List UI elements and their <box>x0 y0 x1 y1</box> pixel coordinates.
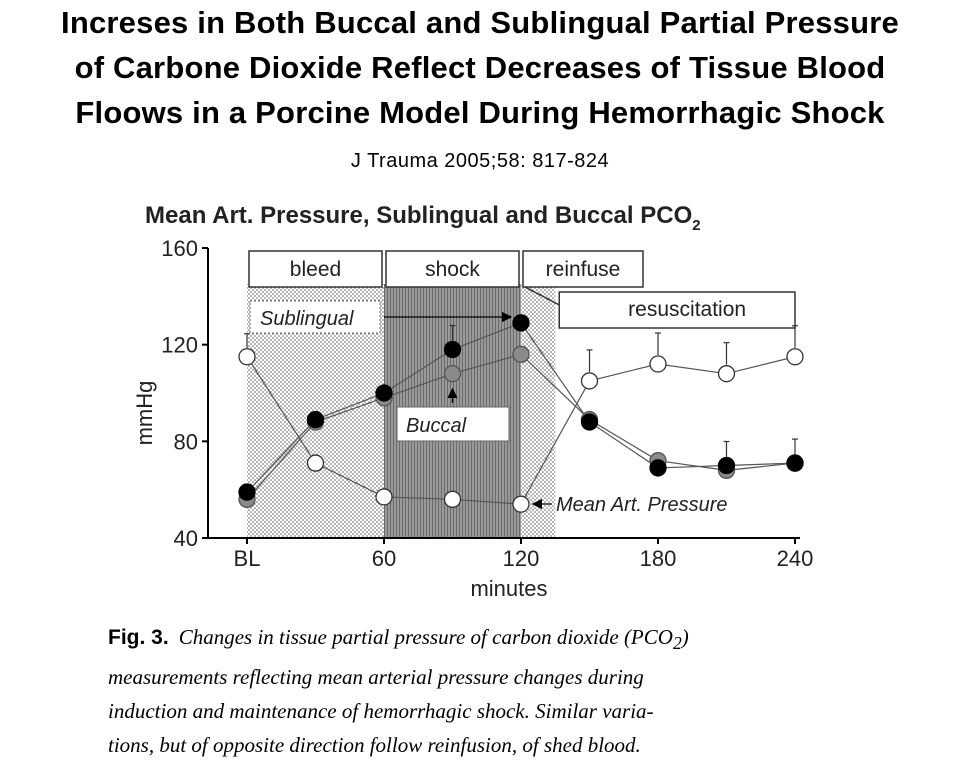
chart-title-subscript: 2 <box>692 217 701 234</box>
point-2-8 <box>787 349 803 365</box>
phase-label-1: shock <box>425 258 480 281</box>
caption-line-1 <box>108 620 868 660</box>
point-0-8 <box>787 455 803 471</box>
slide-title-line-1: Increses in Both Buccal and Sublingual Partial Pressure <box>61 5 899 40</box>
caption-line-1-suffix: ) <box>681 625 689 649</box>
point-0-6 <box>650 460 666 476</box>
point-2-6 <box>650 356 666 372</box>
caption-line-4: tions, but of opposite direction follow reinfusion, of shed blood. <box>108 733 641 758</box>
y-tick-label-3: 160 <box>161 236 198 261</box>
chart-title-main: Mean Art. Pressure, Sublingual and Buccal PCO <box>145 202 693 229</box>
point-0-5 <box>582 414 598 430</box>
caption-line-2: measurements reflecting mean arterial pressure changes during <box>108 665 644 690</box>
point-0-0 <box>239 484 255 500</box>
y-axis-label: mmHg <box>132 380 157 446</box>
slide-title-line-3: Floows in a Porcine Model During Hemorrhagic Shock <box>75 95 885 130</box>
map-label: Mean Art. Pressure <box>556 494 728 516</box>
x-axis-label: minutes <box>470 576 548 601</box>
x-tick-label-3: 180 <box>639 546 677 571</box>
chart-title <box>145 202 701 234</box>
caption-line-1-text: Changes in tissue partial pressure of carbon dioxide (PCO <box>178 625 673 649</box>
point-2-7 <box>719 366 735 382</box>
caption-figure-label: Fig. 3. <box>108 626 169 649</box>
y-tick-label-0: 40 <box>173 526 198 551</box>
sublingual-label: Sublingual <box>260 308 354 330</box>
slide-title-line-2: of Carbone Dioxide Reflect Decreases of Tissue Blood <box>74 50 886 85</box>
point-2-4 <box>513 496 529 512</box>
point-2-0 <box>239 349 255 365</box>
phase-label-3: resuscitation <box>628 298 747 321</box>
point-2-2 <box>376 489 392 505</box>
point-0-4 <box>513 315 529 331</box>
point-0-3 <box>445 342 461 358</box>
y-tick-label-2: 120 <box>161 332 198 358</box>
buccal-label: Buccal <box>406 415 467 437</box>
citation: J Trauma 2005;58: 817-824 <box>350 150 610 172</box>
x-tick-label-4: 240 <box>776 546 814 571</box>
phase-label-2: reinfuse <box>545 258 621 281</box>
caption-line-3: induction and maintenance of hemorrhagic shock. Similar varia- <box>108 699 654 724</box>
point-2-1 <box>308 455 324 471</box>
figure-chart <box>0 185 960 615</box>
x-tick-label-0: BL <box>233 546 261 571</box>
figure-caption <box>108 620 868 762</box>
point-0-7 <box>719 458 735 474</box>
slide-title <box>0 0 960 135</box>
phase-label-0: bleed <box>289 258 342 281</box>
point-0-2 <box>376 385 392 401</box>
y-tick-label-1: 80 <box>173 429 198 455</box>
point-2-5 <box>582 373 598 389</box>
x-tick-label-2: 120 <box>502 546 540 571</box>
caption-subscript: 2 <box>672 633 682 654</box>
point-1-3 <box>445 366 461 382</box>
point-0-1 <box>308 412 324 428</box>
point-2-3 <box>445 491 461 507</box>
x-tick-label-1: 60 <box>371 546 397 571</box>
point-1-4 <box>513 346 529 362</box>
